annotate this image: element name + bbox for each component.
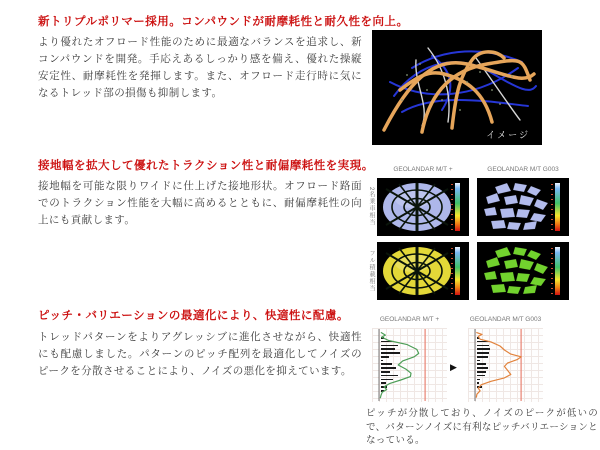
footprint-comparison-figure (366, 166, 569, 300)
footprint-col-header-mtplus: GEOLANDAR M/T + (393, 166, 453, 173)
footprint-g003-fullload (477, 242, 569, 300)
section-compound-body: より優れたオフロード性能のために最適なバランスを追求し、新コンパウンドを開発。手応えあるしっかり感を備え、優れた操縦安定性、耐摩耗性を発揮します。また、オフロード走行時に気になるトレッド部の損傷も抑制します。 (38, 36, 362, 99)
footprint-g003-2pax (477, 178, 569, 236)
colorbar-ticks (551, 248, 553, 294)
pressure-colorbar (555, 183, 560, 231)
section-contact-heading: 接地幅を拡大して優れたトラクション性と耐偏摩耗性を実現。 (38, 160, 374, 172)
colorbar-ticks (451, 248, 453, 294)
colorbar-ticks (451, 184, 453, 230)
footprint-mtplus-fullload (377, 242, 469, 300)
section-compound-heading: 新トリプルポリマー採用。コンパウンドが耐摩耗性と耐久性を向上。 (38, 16, 409, 28)
noise-chart-figure (366, 316, 598, 404)
section-pitch-body: トレッドパターンをよりアグレッシブに進化させながら、快適性にも配慮しました。パターンのピッチ配列を最適化してノイズのピークを分散させることにより、ノイズの悪化を抑えています。 (38, 331, 362, 377)
noise-chart-title-g003: GEOLANDAR M/T G003 (469, 316, 542, 323)
colorbar-ticks (551, 184, 553, 230)
footprint-row-label-2pax: 2名乗車相当 (368, 187, 374, 227)
pressure-colorbar (455, 247, 460, 295)
noise-chart-caption: ピッチが分散しており、ノイズのピークが低いので、パターンノイズに有利なピッチバリエーションとなっている。 (366, 408, 598, 446)
footprint-col-header-g003: GEOLANDAR M/T G003 (487, 166, 559, 173)
section-pitch-heading: ピッチ・バリエーションの最適化により、快適性に配慮。 (38, 310, 349, 322)
noise-chart-mtplus (372, 328, 447, 402)
footprint-mtplus-2pax (377, 178, 469, 236)
noise-chart-title-mtplus: GEOLANDAR M/T + (379, 316, 440, 323)
pressure-colorbar (455, 183, 460, 231)
image-disclaimer-label: イメージ (486, 130, 530, 140)
pressure-colorbar (555, 247, 560, 295)
section-contact-body: 接地幅を可能な限りワイドに仕上げた接地形状。オフロード路面でのトラクション性能を大幅に高めるとともに、耐偏摩耗性の向上にも貢献します。 (38, 180, 362, 226)
noise-chart-g003 (468, 328, 543, 402)
footprint-row-label-fullload: フル積載相当 (368, 250, 374, 292)
polymer-compound-image (372, 30, 542, 145)
arrow-right-icon: ▶ (450, 362, 457, 372)
